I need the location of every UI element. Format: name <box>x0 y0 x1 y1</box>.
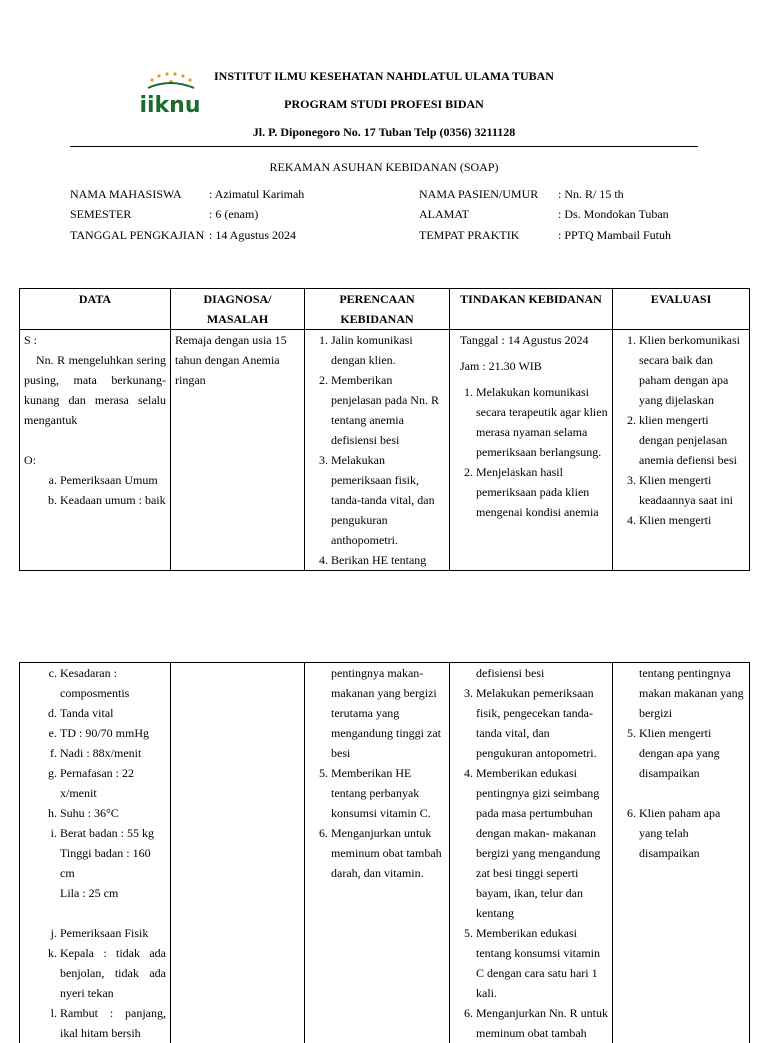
perencanaan-item: 3. Melakukan pemeriksaan fisik, tanda-tanda vital, dan pengukuran anthopometri. <box>331 450 445 550</box>
soap-table-page2 <box>19 662 750 1043</box>
info-value-semester: : 6 (enam) <box>209 207 258 222</box>
cell-tindakan-cont <box>450 663 613 1043</box>
cell-perencanaan-cont <box>305 663 450 1043</box>
cell-data <box>20 330 171 571</box>
header-rule <box>70 146 698 147</box>
objective-item: f. Nadi : 88x/menit <box>60 743 166 763</box>
tindakan-item: 4. Memberikan edukasi pentingnya gizi seimbang pada masa pertumbuhan dengan makan- makanan bergizi yang mengandung zat besi tinggi seperti bayam, ikan, telur dan kentang <box>476 763 608 923</box>
tinggi-badan: Tinggi badan : 160 cm <box>60 846 151 880</box>
perencanaan-item: 5. Memberikan HE tentang perbanyak konsumsi vitamin C. <box>331 763 445 823</box>
info-label-tempat: TEMPAT PRAKTIK <box>419 228 519 243</box>
tindakan-item: 5. Memberikan edukasi tentang konsumsi vitamin C dengan cara satu hari 1 kali. <box>476 923 608 1003</box>
col-header-perencanaan: PERENCAAN KEBIDANAN <box>305 289 450 330</box>
tindakan-tanggal: Tanggal : 14 Agustus 2024 <box>454 330 608 350</box>
objective-item <box>60 823 166 923</box>
institution-name: INSTITUT ILMU KESEHATAN NAHDLATUL ULAMA TUBAN <box>0 69 768 84</box>
objective-label: O: <box>24 450 166 470</box>
objective-item: j. Pemeriksaan Fisik <box>60 923 166 943</box>
evaluasi-continued: tentang pentingnya makan makanan yang bergizi <box>617 663 745 723</box>
objective-item: a. Pemeriksaan Umum <box>60 470 166 490</box>
objective-item: b. Keadaan umum : baik <box>60 490 166 510</box>
tindakan-item: 3. Melakukan pemeriksaan fisik, pengecekan tanda-tanda vital, dan pengukuran antopometri. <box>476 683 608 763</box>
cell-evaluasi-cont <box>613 663 750 1043</box>
info-value-alamat: : Ds. Mondokan Tuban <box>558 207 669 222</box>
info-label-alamat: ALAMAT <box>419 207 469 222</box>
perencanaan-item: 2. Memberikan penjelasan pada Nn. R tentang anemia defisiensi besi <box>331 370 445 450</box>
objective-item: c. Kesadaran : composmentis <box>60 663 166 703</box>
perencanaan-item: 6. Menganjurkan untuk meminum obat tambah darah, dan vitamin. <box>331 823 445 883</box>
info-value-nama-pasien: : Nn. R/ 15 th <box>558 187 624 202</box>
info-value-nama-mahasiswa: : Azimatul Karimah <box>209 187 304 202</box>
tindakan-item: 2. Menjelaskan hasil pemeriksaan pada klien mengenai kondisi anemia <box>476 462 608 522</box>
evaluasi-item: 1. Klien berkomunikasi secara baik dan paham dengan apa yang dijelaskan <box>639 330 745 410</box>
cell-data-cont <box>20 663 171 1043</box>
lila: Lila : 25 cm <box>60 886 118 900</box>
evaluasi-item: 6. Klien paham apa yang telah disampaikan <box>639 803 745 863</box>
subjective-text: Nn. R mengeluhkan sering pusing, mata berkunang-kunang dan merasa selalu mengantuk <box>24 350 166 430</box>
perencanaan-item: 4. Berikan HE tentang <box>331 550 445 570</box>
info-value-tanggal: : 14 Agustus 2024 <box>209 228 296 243</box>
perencanaan-continued: pentingnya makan-makanan yang bergizi terutama yang mengandung tinggi zat besi <box>309 663 445 763</box>
cell-diagnosa <box>171 330 305 571</box>
col-header-tindakan: TINDAKAN KEBIDANAN <box>450 289 613 330</box>
institution-address: Jl. P. Diponegoro No. 17 Tuban Telp (0356) 3211128 <box>0 125 768 140</box>
objective-item: e. TD : 90/70 mmHg <box>60 723 166 743</box>
objective-item: d. Tanda vital <box>60 703 166 723</box>
diagnosa-text: Remaja dengan usia 15 tahun dengan Anemia ringan <box>175 330 300 390</box>
program-name: PROGRAM STUDI PROFESI BIDAN <box>0 97 768 112</box>
logo-text: iiknu <box>139 93 200 118</box>
col-header-diagnosa: DIAGNOSA/ MASALAH <box>171 289 305 330</box>
cell-diagnosa-cont <box>171 663 305 1043</box>
info-label-semester: SEMESTER <box>70 207 131 222</box>
objective-item: l. Rambut : panjang, ikal hitam bersih <box>60 1003 166 1043</box>
objective-item: g. Pernafasan : 22 x/menit <box>60 763 166 803</box>
cell-evaluasi <box>613 330 750 571</box>
info-value-tempat: : PPTQ Mambail Futuh <box>558 228 671 243</box>
evaluasi-item: 4. Klien mengerti <box>639 510 745 530</box>
info-label-tanggal: TANGGAL PENGKAJIAN <box>70 228 204 243</box>
col-header-data: DATA <box>20 289 171 330</box>
evaluasi-item: 5. Klien mengerti dengan apa yang disampaikan <box>639 723 745 783</box>
info-label-nama-pasien: NAMA PASIEN/UMUR <box>419 187 538 202</box>
tindakan-continued: defisiensi besi <box>454 663 608 683</box>
tindakan-item: 1. Melakukan komunikasi secara terapeutik agar klien merasa nyaman selama pemeriksaan berlangsung. <box>476 382 608 462</box>
cell-tindakan <box>450 330 613 571</box>
tindakan-item: 6. Menganjurkan Nn. R untuk meminum obat tambah <box>476 1003 608 1043</box>
evaluasi-item: 2. klien mengerti dengan penjelasan anemia defiensi besi <box>639 410 745 470</box>
info-label-nama-mahasiswa: NAMA MAHASISWA <box>70 187 182 202</box>
soap-table-page1 <box>19 288 750 571</box>
objective-item: h. Suhu : 36°C <box>60 803 166 823</box>
document-title: REKAMAN ASUHAN KEBIDANAN (SOAP) <box>0 160 768 175</box>
tindakan-jam: Jam : 21.30 WIB <box>454 356 608 376</box>
objective-item: k. Kepala : tidak ada benjolan, tidak ada nyeri tekan <box>60 943 166 1003</box>
col-header-evaluasi: EVALUASI <box>613 289 750 330</box>
subjective-label: S : <box>24 330 166 350</box>
berat-badan: Berat badan : 55 kg <box>60 826 154 840</box>
perencanaan-item: 1. Jalin komunikasi dengan klien. <box>331 330 445 370</box>
evaluasi-item: 3. Klien mengerti keadaannya saat ini <box>639 470 745 510</box>
cell-perencanaan <box>305 330 450 571</box>
